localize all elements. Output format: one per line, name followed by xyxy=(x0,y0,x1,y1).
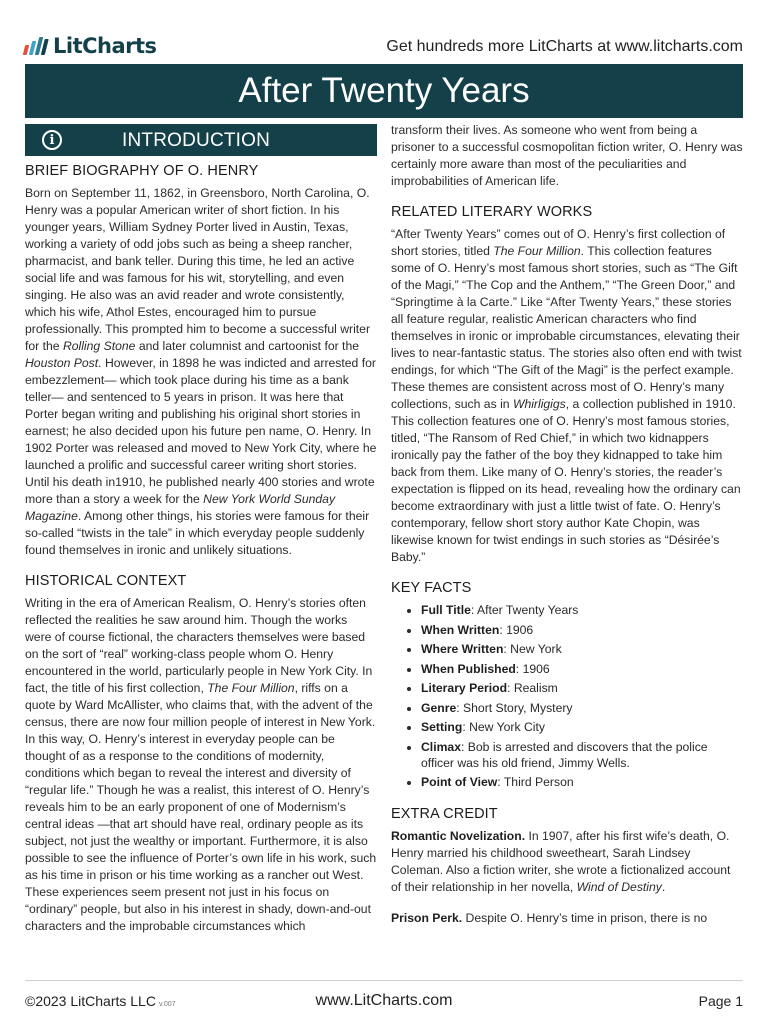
key-facts-list xyxy=(391,602,743,790)
logo-text: LitCharts xyxy=(53,34,157,58)
introduction-title: INTRODUCTION xyxy=(122,129,271,151)
key-fact-value: After Twenty Years xyxy=(477,603,579,617)
historical-italic: The Four Million xyxy=(207,681,295,695)
promo-text[interactable]: Get hundreds more LitCharts at www.litcharts.com xyxy=(386,38,743,55)
historical-text-continued: transform their lives. As someone who went from being a prisoner to a successful cosmopolitan fiction writer, O. Henry was certainly more aware than most of the peculiarities and improbabilities of American life. xyxy=(391,123,743,188)
extra-credit-italic: Wind of Destiny xyxy=(576,879,662,894)
key-fact-value: Short Story, Mystery xyxy=(463,700,573,715)
key-fact-item: • Genre: Short Story, Mystery xyxy=(421,700,743,716)
related-italic: Whirligigs xyxy=(512,397,566,411)
key-fact-label: Setting xyxy=(421,720,463,734)
key-fact-item: • When Written: 1906 xyxy=(421,622,743,638)
key-fact-item: • Setting: New York City xyxy=(421,719,743,735)
extra-credit-text: . xyxy=(661,879,666,894)
page-number: Page 1 xyxy=(698,993,743,1009)
footer-divider xyxy=(25,980,743,981)
related-text-part: “After Twenty Years” comes out of O. Henry’s first collection of short stories, titled xyxy=(391,227,726,258)
key-fact-value: Realism xyxy=(513,681,558,695)
extra-credit-heading: EXTRA CREDIT xyxy=(391,805,498,822)
biography-italic: New York World Sunday Magazine xyxy=(25,492,336,523)
historical-heading: HISTORICAL CONTEXT xyxy=(25,573,187,589)
info-icon: i xyxy=(42,130,62,150)
related-text-part: . This collection features some of O. Henry’s most famous short stories, such as “The Gift of the Magi,” “The Cop and the Anthem,” “The Green Door,” and “Springtime à la Carte.” Like “After Twenty Years,” these stories all feature regular, realistic American characters who find themselves in ironic or improbable circumstances, elevating their lives to near-fantastic status. The stories also often end with twist endings, for which “The Gift of the Magi” is the perfect example. These themes are consistent across most of O. Henry’s many collections, such as in xyxy=(391,244,742,411)
key-fact-label: When Written xyxy=(421,622,500,637)
introduction-header xyxy=(25,124,377,156)
related-works-text xyxy=(391,226,743,566)
related-works-heading: RELATED LITERARY WORKS xyxy=(391,204,593,220)
key-fact-label: Climax xyxy=(421,739,461,754)
extra-credit-entry xyxy=(391,828,743,896)
key-fact-item: • Climax: Bob is arrested and discovers that the police officer was his old friend, Jimmy Wells. xyxy=(421,739,743,771)
extra-credit-text: Despite O. Henry’s time in prison, there is no xyxy=(462,910,708,925)
biography-text-part: . However, in 1898 he was indicted and arrested for embezzlement— which took place during his time as a bank teller— and sentenced to 5 years in prison. It was here that Porter began writing and publishing his original short stories in earnest; he also decided upon his future pen name, O. Henry. In 1902 Porter was released and moved to New York City, where he launched a prolific and successful career writing short stories. Until his death in1910, he published nearly 400 stories and wrote more than a story a week for the xyxy=(25,356,377,506)
left-column xyxy=(25,124,377,935)
key-fact-item: • Point of View: Third Person xyxy=(421,774,743,790)
extra-credit-text: In 1907, after his first wife’s death, O. Henry married his childhood sweetheart, Sarah Lindsey Coleman. Also a fiction writer, she wrote a fictionalized account of their relationship in her novella, xyxy=(391,828,731,894)
key-fact-value: 1906 xyxy=(522,661,550,676)
key-fact-label: Literary Period xyxy=(421,681,508,695)
key-fact-item: • When Published: 1906 xyxy=(421,661,743,677)
key-fact-item: • Literary Period: Realism xyxy=(421,680,743,696)
biography-text-part: . Among other things, his stories were famous for their so-called “twists in the tale” in which everyday people suddenly found themselves in ironic and unlikely situations. xyxy=(25,509,370,557)
extra-credit-label: Romantic Novelization. xyxy=(391,828,526,843)
key-fact-label: Genre xyxy=(421,700,457,715)
biography-italic: Rolling Stone xyxy=(62,339,136,353)
key-facts-heading: KEY FACTS xyxy=(391,580,472,596)
related-italic: The Four Million xyxy=(493,244,581,258)
historical-text-part: , riffs on a quote by Ward McAllister, who claims that, with the advent of the census, there are now four million people of interest in New York. In this way, O. Henry’s interest in everyday people can be thought of as a response to the conditions of modernity, conditions which began to reveal the interest and diversity of “regular life.” Though he was a realist, this interest of O. Henry’s reveals him to be an early proponent of one of Modernism’s central ideas —that art should have real, ordinary people as its subject, not just the wealthy or important. Furthermore, it is also possible to see the influence of Porter’s own life in his work, such as his time in prison or his time working as a rancher out West. These experiences seem present not just in his focus on “ordinary” people, but also in his interest in shady, down-and-out characters and the improbable circumstances which xyxy=(25,681,377,933)
key-fact-item: • Full Title: After Twenty Years xyxy=(421,602,743,618)
key-fact-value: Bob is arrested and discovers that the police officer was his old friend, Jimmy Wells. xyxy=(421,739,708,770)
biography-italic: Houston Post xyxy=(25,356,99,370)
extra-credit-label: Prison Perk. xyxy=(391,910,463,925)
key-fact-value: New York xyxy=(510,642,562,656)
key-fact-label: Full Title xyxy=(421,603,471,617)
version-text: v.007 xyxy=(158,1001,176,1008)
historical-text xyxy=(25,595,377,935)
key-fact-label: Point of View xyxy=(421,775,498,789)
litcharts-logo[interactable] xyxy=(25,34,157,58)
historical-text-part: Writing in the era of American Realism, O. Henry’s stories often reflected the realities he saw around him. Though the works were of course fictional, the characters themselves were based on the sort of “real” working-class people whom O. Henry encountered in the world, particularly people in New York City. In fact, the title of his first collection, xyxy=(25,596,373,695)
related-text-part: , a collection published in 1910. This collection features one of O. Henry’s most famous stories, titled, “The Ransom of Red Chief,” in which two kidnappers ironically pay the father of the boy they kidnapped to take him back from them. Like many of O. Henry’s stories, the reader’s expectation is flipped on its head, revealing how the ordinary can become extraordinary with just a little twist of fate. O. Henry’s contemporary, fellow short story author Kate Chopin, was likewise known for twist endings in such stories as “Désirée’s Baby.” xyxy=(391,397,741,564)
key-fact-value: New York City xyxy=(469,720,545,734)
key-fact-label: When Published xyxy=(421,661,516,676)
copyright-text: ©2023 LitCharts LLC xyxy=(25,993,156,1009)
biography-text xyxy=(25,185,377,559)
key-fact-value: Third Person xyxy=(503,775,574,789)
page-title: After Twenty Years xyxy=(25,64,743,118)
key-fact-label: Where Written xyxy=(421,642,504,656)
key-fact-value: 1906 xyxy=(506,622,534,637)
logo-bars-icon xyxy=(23,37,49,55)
key-fact-item: • Where Written: New York xyxy=(421,641,743,657)
top-header xyxy=(25,30,743,64)
biography-text-part: Born on September 11, 1862, in Greensboro, North Carolina, O. Henry was a popular American writer of short fiction. In his younger years, William Sydney Porter lived in Austin, Texas, working a variety of odd jobs such as being a sheep rancher, pharmacist, and bank teller. During this time, he led an active social life and was famous for his wit, storytelling, and even singing. He also was an avid reader and wrote consistently, which his wife, Athol Estes, encouraged him to pursue professionally. This prompted him to become a successful writer for the xyxy=(25,186,371,353)
footer-site-link[interactable]: www.LitCharts.com xyxy=(315,992,453,1009)
extra-credit-entry xyxy=(391,910,743,927)
biography-text-part: and later columnist and cartoonist for the xyxy=(135,339,359,353)
biography-heading: BRIEF BIOGRAPHY OF O. HENRY xyxy=(25,163,259,179)
right-column xyxy=(391,122,743,927)
